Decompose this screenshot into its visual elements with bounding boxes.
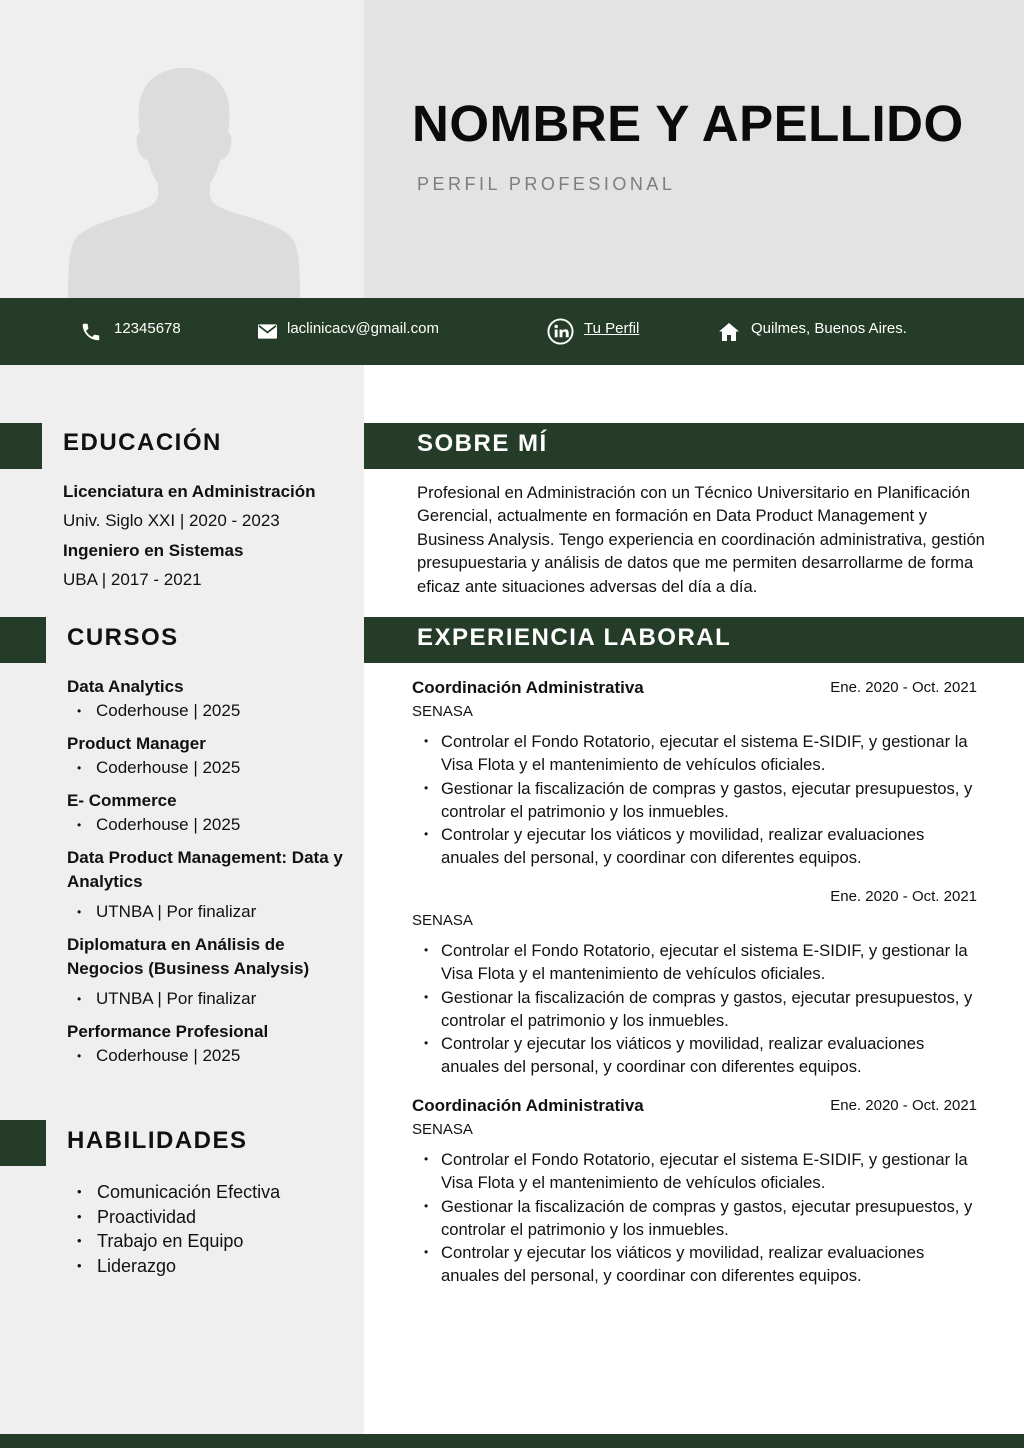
job-bullet: • Controlar y ejecutar los viáticos y movilidad, realizar evaluaciones anuales del personal, y coordinar con diferentes equipos.	[441, 1241, 982, 1288]
linkedin-icon	[547, 318, 574, 345]
envelope-icon	[258, 324, 277, 339]
course-item	[67, 675, 357, 723]
course-name: Data Analytics	[67, 677, 184, 696]
job-bullet: • Controlar y ejecutar los viáticos y movilidad, realizar evaluaciones anuales del personal, y coordinar con diferentes equipos.	[441, 1032, 982, 1079]
location-text: Quilmes, Buenos Aires.	[751, 320, 907, 337]
skills-heading: HABILIDADES	[67, 1127, 248, 1154]
email-text[interactable]: laclinicacv@gmail.com	[287, 320, 439, 337]
job-bullet: • Controlar el Fondo Rotatorio, ejecutar el sistema E-SIDIF, y gestionar la Visa Flota y el mantenimiento de vehículos oficiales.	[441, 1148, 982, 1195]
course-detail: • Coderhouse | 2025	[67, 813, 357, 837]
course-detail: • Coderhouse | 2025	[67, 1044, 357, 1068]
job-company: SENASA	[412, 703, 473, 720]
education-degree: Ingeniero en Sistemas	[63, 541, 244, 560]
job-title: Coordinación Administrativa	[412, 678, 644, 697]
courses-list	[67, 675, 357, 1077]
job-title: Coordinación Administrativa	[412, 1096, 644, 1115]
skill-item: • Liderazgo	[77, 1254, 280, 1279]
course-item	[67, 1020, 357, 1068]
course-item	[67, 846, 357, 924]
course-item	[67, 789, 357, 837]
job-bullets	[412, 1148, 982, 1288]
contact-linkedin[interactable]	[547, 298, 639, 365]
about-text: Profesional en Administración con un Técnico Universitario en Planificación Gerencial, actualmente en formación en Data Product Management y Business Analysis. Tengo experiencia en coordinación administrativa, gestión presupuestaria y análisis de datos que me permiten desarrollarme de forma eficaz ante situaciones adversas del día a día.	[417, 483, 985, 596]
experience-band	[364, 617, 1024, 663]
course-name: Product Manager	[67, 734, 206, 753]
profile-photo-placeholder	[66, 66, 302, 298]
job-date: Ene. 2020 - Oct. 2021	[830, 1097, 977, 1114]
job-entry	[412, 676, 982, 870]
linkedin-link[interactable]: Tu Perfil	[584, 320, 640, 337]
job-bullet: • Gestionar la fiscalización de compras y gastos, ejecutar presupuestos, y controlar el patrimonio y los inmuebles.	[441, 986, 982, 1033]
about-band	[364, 423, 1024, 469]
home-icon	[719, 323, 739, 341]
candidate-name: NOMBRE Y APELLIDO	[412, 95, 964, 152]
education-detail: UBA | 2017 - 2021	[63, 570, 202, 589]
course-detail: • UTNBA | Por finalizar	[67, 900, 357, 924]
course-name: Performance Profesional	[67, 1022, 269, 1041]
contact-email[interactable]	[258, 298, 439, 365]
skill-item: • Trabajo en Equipo	[77, 1229, 280, 1254]
education-tab-marker	[0, 423, 42, 469]
footer-bar	[0, 1434, 1024, 1448]
experience-heading: EXPERIENCIA LABORAL	[417, 624, 732, 651]
courses-heading: CURSOS	[67, 624, 179, 651]
job-company: SENASA	[412, 1121, 473, 1138]
about-heading: SOBRE MÍ	[417, 430, 548, 457]
job-date: Ene. 2020 - Oct. 2021	[830, 888, 977, 905]
skill-item: • Proactividad	[77, 1205, 280, 1230]
job-bullet: • Controlar el Fondo Rotatorio, ejecutar el sistema E-SIDIF, y gestionar la Visa Flota y el mantenimiento de vehículos oficiales.	[441, 730, 982, 777]
contact-location	[719, 298, 907, 365]
job-bullet: • Gestionar la fiscalización de compras y gastos, ejecutar presupuestos, y controlar el patrimonio y los inmuebles.	[441, 1195, 982, 1242]
job-bullet: • Controlar el Fondo Rotatorio, ejecutar el sistema E-SIDIF, y gestionar la Visa Flota y el mantenimiento de vehículos oficiales.	[441, 939, 982, 986]
job-company: SENASA	[412, 912, 473, 929]
phone-text: 12345678	[114, 320, 181, 337]
course-name: Diplomatura en Análisis de Negocios (Business Analysis)	[67, 935, 310, 978]
course-item	[67, 933, 357, 1011]
education-degree: Licenciatura en Administración	[63, 482, 316, 501]
course-detail: • Coderhouse | 2025	[67, 756, 357, 780]
skills-tab-marker	[0, 1120, 46, 1166]
contact-bar	[0, 298, 1024, 365]
phone-icon	[80, 321, 102, 343]
job-bullet: • Gestionar la fiscalización de compras y gastos, ejecutar presupuestos, y controlar el patrimonio y los inmuebles.	[441, 777, 982, 824]
job-bullet: • Controlar y ejecutar los viáticos y movilidad, realizar evaluaciones anuales del personal, y coordinar con diferentes equipos.	[441, 823, 982, 870]
education-list	[63, 480, 316, 598]
education-heading: EDUCACIÓN	[63, 429, 222, 456]
skills-list	[77, 1180, 280, 1278]
profile-subtitle: PERFIL PROFESIONAL	[417, 174, 676, 194]
course-name: E- Commerce	[67, 791, 177, 810]
job-bullets	[412, 939, 982, 1079]
course-item	[67, 732, 357, 780]
courses-tab-marker	[0, 617, 46, 663]
skill-item: • Comunicación Efectiva	[77, 1180, 280, 1205]
job-entry	[412, 885, 982, 1079]
course-detail: • UTNBA | Por finalizar	[67, 987, 357, 1011]
course-name: Data Product Management: Data y Analytics	[67, 848, 343, 891]
job-date: Ene. 2020 - Oct. 2021	[830, 679, 977, 696]
job-entry	[412, 1094, 982, 1288]
education-detail: Univ. Siglo XXI | 2020 - 2023	[63, 511, 280, 530]
contact-phone	[80, 298, 181, 365]
course-detail: • Coderhouse | 2025	[67, 699, 357, 723]
job-bullets	[412, 730, 982, 870]
